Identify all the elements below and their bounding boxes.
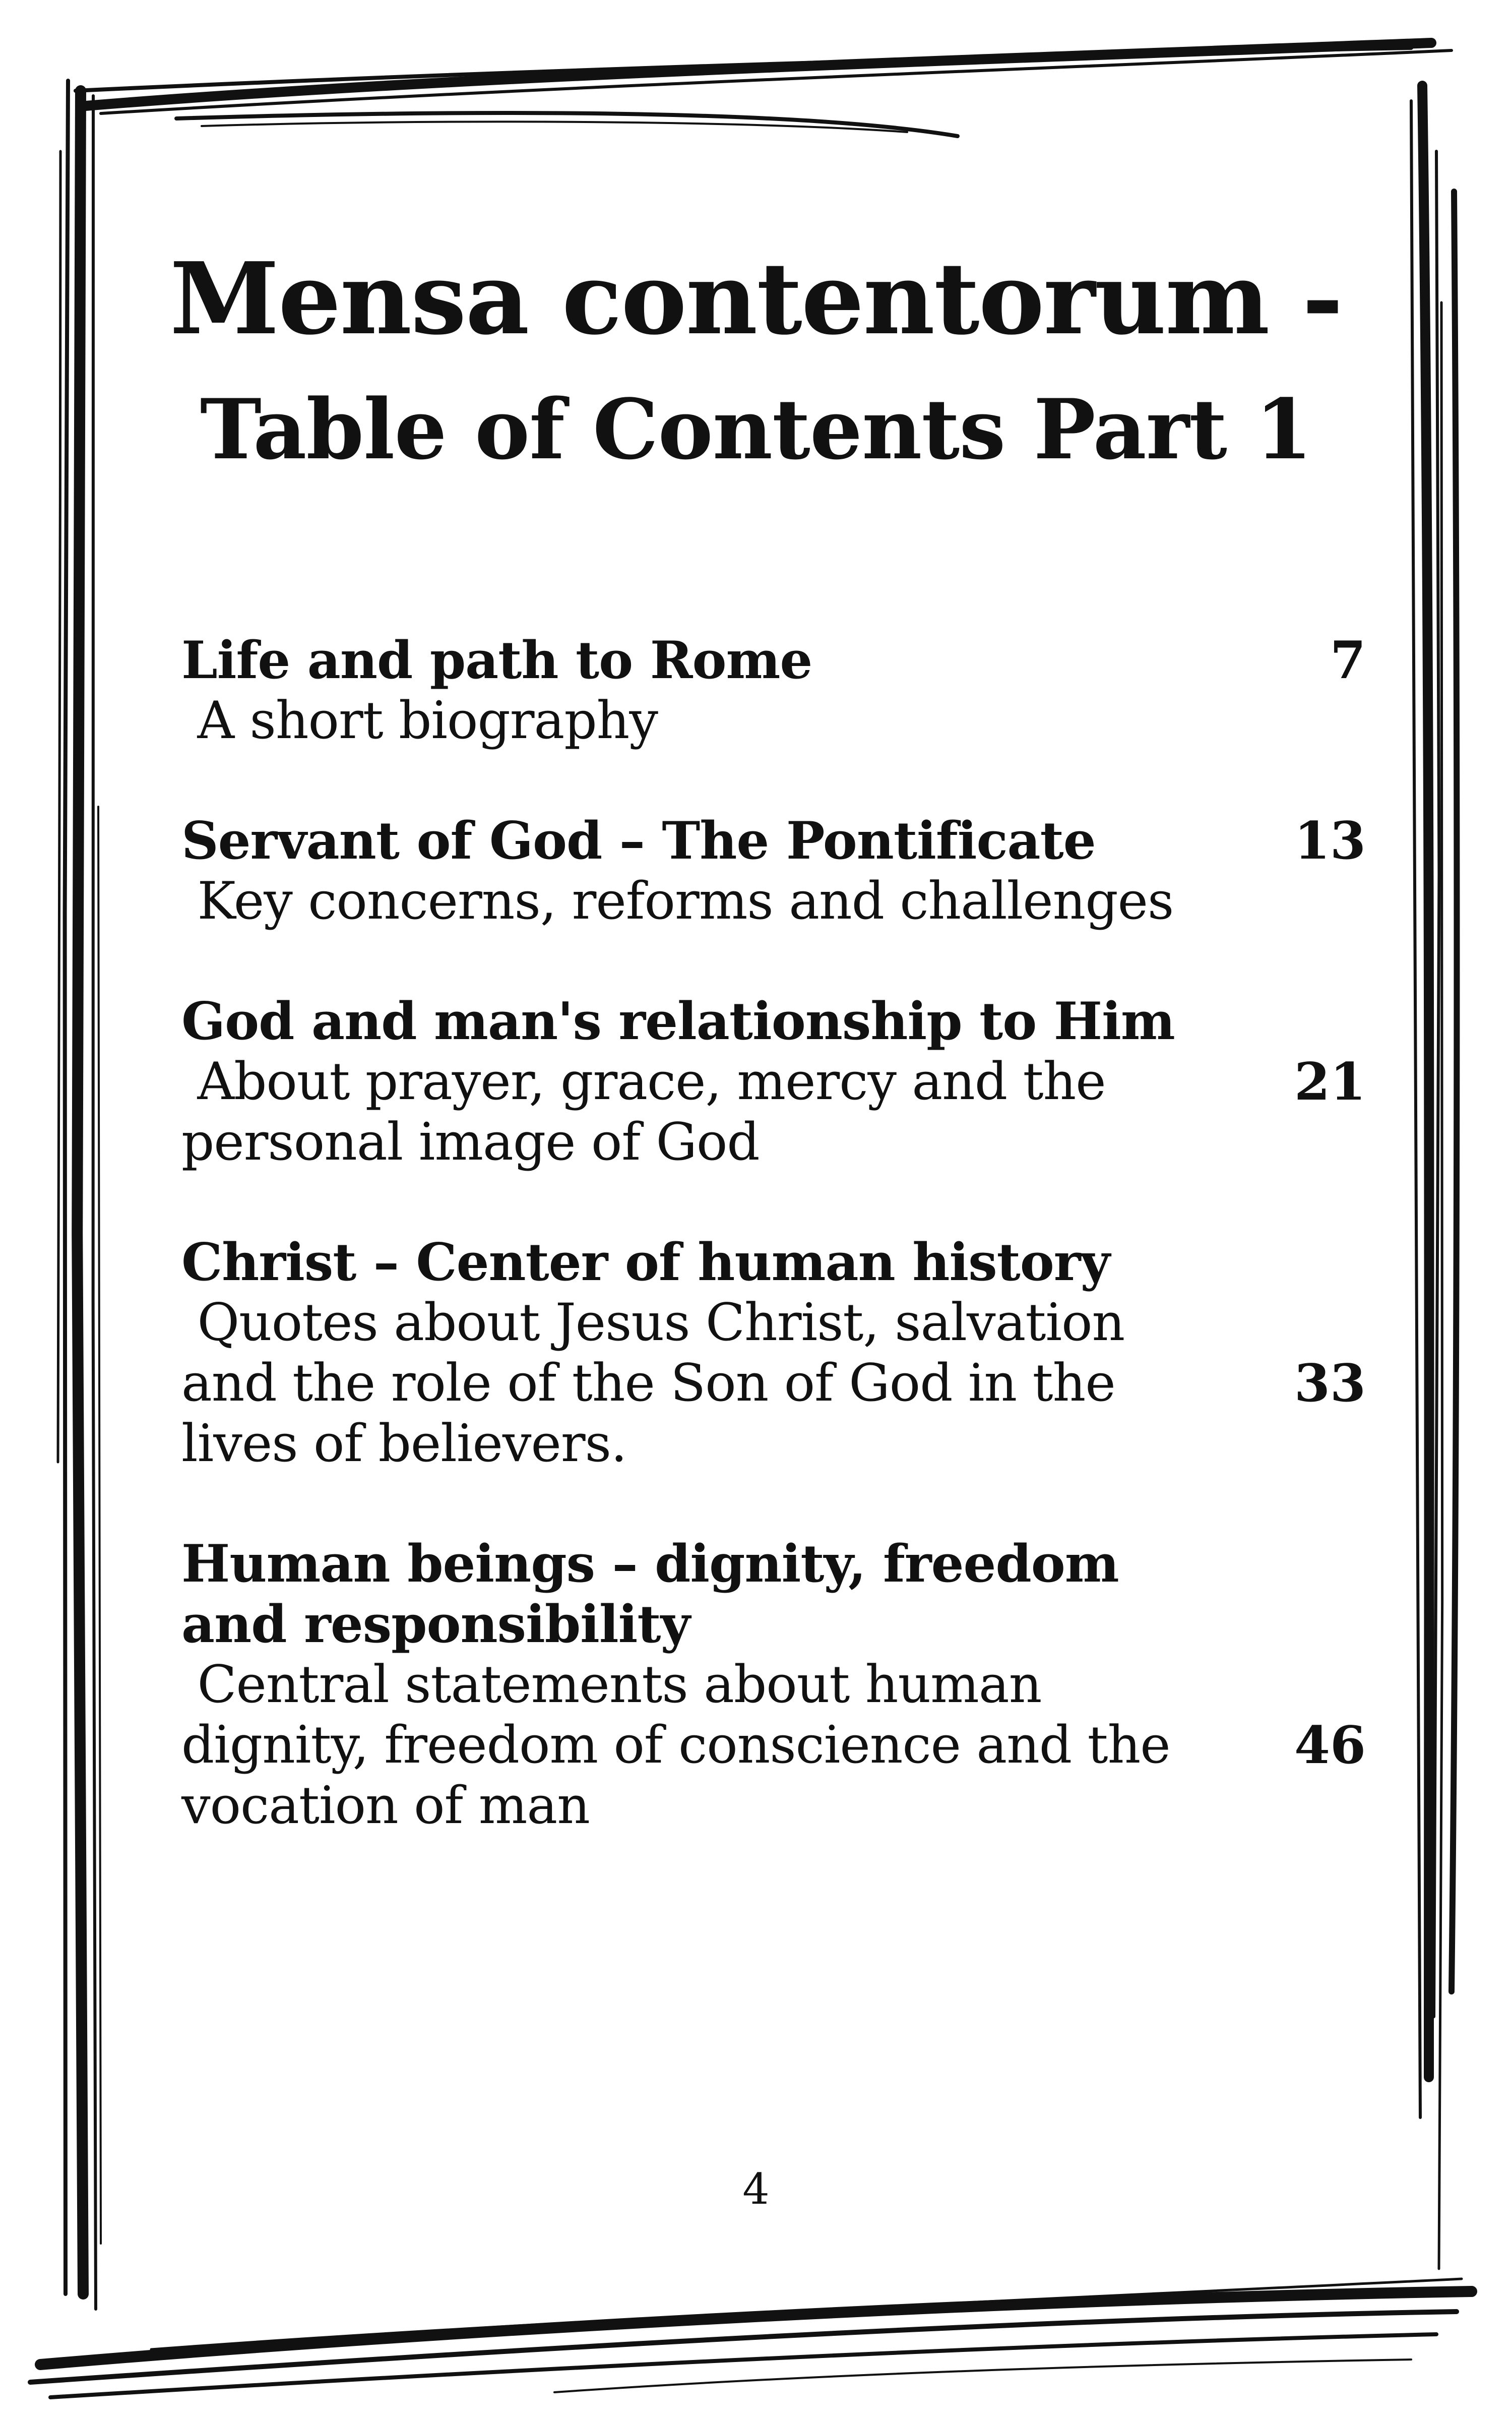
toc-entry-heading: Christ – Center of human history [181,1232,1110,1293]
toc-entry-description: Key concerns, reforms and challenges [181,871,1174,931]
toc-entry-description: Quotes about Jesus Christ, salvation and the role of the Son of God in the lives of believers. [181,1293,1141,1474]
toc-entry[interactable] [181,811,1366,932]
page-title: Mensa contentorum - [169,241,1343,357]
page-number: 4 [742,2164,770,2214]
table-of-contents [181,630,1366,1896]
toc-entry-description: About prayer, grace, mercy and the personal image of God [181,1052,1122,1172]
toc-entry[interactable] [181,1232,1366,1474]
page-subtitle: Table of Contents Part 1 [200,381,1312,478]
toc-entry[interactable] [181,1534,1366,1836]
toc-entry[interactable] [181,630,1366,751]
toc-entry-heading: God and man's relationship to Him [181,991,1175,1052]
toc-entry-description: Central statements about human dignity, freedom of conscience and the vocation of man [181,1655,1186,1836]
toc-entry-heading: Human beings – dignity, freedom and responsibility [181,1534,1119,1655]
toc-entry-page: 7 [1330,630,1366,691]
toc-entry-page: 21 [1294,1052,1366,1112]
toc-entry[interactable] [181,991,1366,1173]
toc-entry-heading: Servant of God – The Pontificate [181,811,1096,871]
toc-entry-page: 33 [1294,1353,1366,1414]
toc-entry-description: A short biography [181,691,658,751]
toc-entry-page: 13 [1294,811,1366,871]
toc-entry-heading: Life and path to Rome [181,630,812,691]
toc-entry-page: 46 [1294,1715,1366,1776]
